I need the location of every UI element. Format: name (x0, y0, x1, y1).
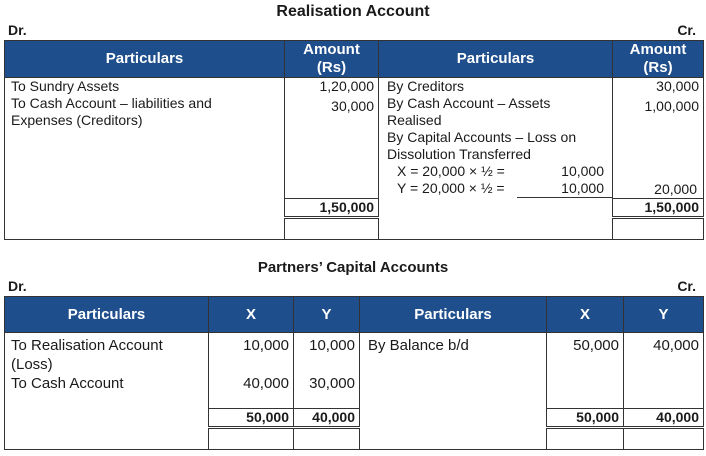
entry-creditors: By Creditors (387, 78, 465, 94)
capital-header-particulars-right: Particulars (360, 297, 547, 333)
capital-y-cash: 30,000 (309, 375, 355, 392)
amount-sundry-assets: 1,20,000 (319, 78, 374, 94)
realisation-title: Realisation Account (276, 3, 430, 20)
capital-total-x-right: 50,000 (547, 409, 624, 428)
entry-realisation-loss: To Realisation Account (11, 337, 163, 354)
capital-left-particulars (5, 333, 209, 409)
amount-cash-liabilities: 30,000 (331, 98, 374, 114)
capital-total-y-right: 40,000 (624, 409, 704, 428)
amount-cash-assets: 1,00,000 (644, 98, 699, 114)
realisation-right-amounts (613, 78, 704, 199)
capital-total-x-left: 50,000 (209, 409, 294, 428)
capital-dr-label: Dr. (8, 278, 27, 294)
capital-x-realisation: 10,000 (243, 337, 289, 354)
entry-sundry-assets: To Sundry Assets (11, 78, 120, 94)
entry-cash-liabilities: To Cash Account – liabilities and (11, 95, 212, 111)
capital-x-balance: 50,000 (573, 337, 619, 354)
realisation-total-left: 1,50,000 (285, 198, 379, 217)
loss-share-breakdown (387, 163, 612, 198)
loss-share-y-value: 10,000 (561, 180, 604, 196)
realisation-total-right: 1,50,000 (613, 198, 704, 217)
entry-cash-liabilities-cont: Expenses (Creditors) (11, 112, 143, 128)
capital-cr-label: Cr. (677, 278, 696, 294)
capital-header-y-left: Y (294, 297, 360, 333)
realisation-left-particulars (5, 78, 285, 199)
realisation-header-amount-left: Amount (Rs) (285, 41, 379, 78)
loss-share-x-label: X = 20,000 × ½ = (397, 163, 505, 179)
realisation-right-particulars (379, 78, 613, 199)
realisation-header-particulars-left: Particulars (5, 41, 285, 78)
capital-table (4, 296, 704, 450)
realisation-header-particulars-right: Particulars (379, 41, 613, 78)
realisation-header-amount-right: Amount (Rs) (613, 41, 704, 78)
capital-header-x-left: X (209, 297, 294, 333)
entry-capital-loss-cont: Dissolution Transferred (387, 146, 531, 162)
realisation-cr-label: Cr. (677, 22, 696, 38)
entry-cash-assets-cont: Realised (387, 112, 442, 128)
entry-cash-account: To Cash Account (11, 375, 124, 392)
capital-total-y-left: 40,000 (294, 409, 360, 428)
entry-realisation-loss-cont: (Loss) (11, 356, 53, 373)
entry-capital-loss: By Capital Accounts – Loss on (387, 129, 577, 145)
realisation-dr-label: Dr. (8, 22, 27, 38)
realisation-table (4, 40, 704, 240)
capital-header-y-right: Y (624, 297, 704, 333)
capital-title: Partners’ Capital Accounts (257, 259, 449, 276)
capital-y-balance: 40,000 (653, 337, 699, 354)
amount-capital-loss: 20,000 (654, 181, 697, 197)
capital-header-x-right: X (547, 297, 624, 333)
entry-balance-bd: By Balance b/d (368, 337, 469, 354)
entry-cash-assets: By Cash Account – Assets (387, 95, 551, 111)
realisation-left-amounts (285, 78, 379, 199)
loss-share-y-label: Y = 20,000 × ½ = (397, 180, 505, 196)
loss-share-x-value: 10,000 (561, 163, 604, 179)
capital-x-cash: 40,000 (243, 375, 289, 392)
amount-creditors: 30,000 (656, 78, 699, 94)
capital-header-particulars-left: Particulars (5, 297, 209, 333)
capital-y-realisation: 10,000 (309, 337, 355, 354)
